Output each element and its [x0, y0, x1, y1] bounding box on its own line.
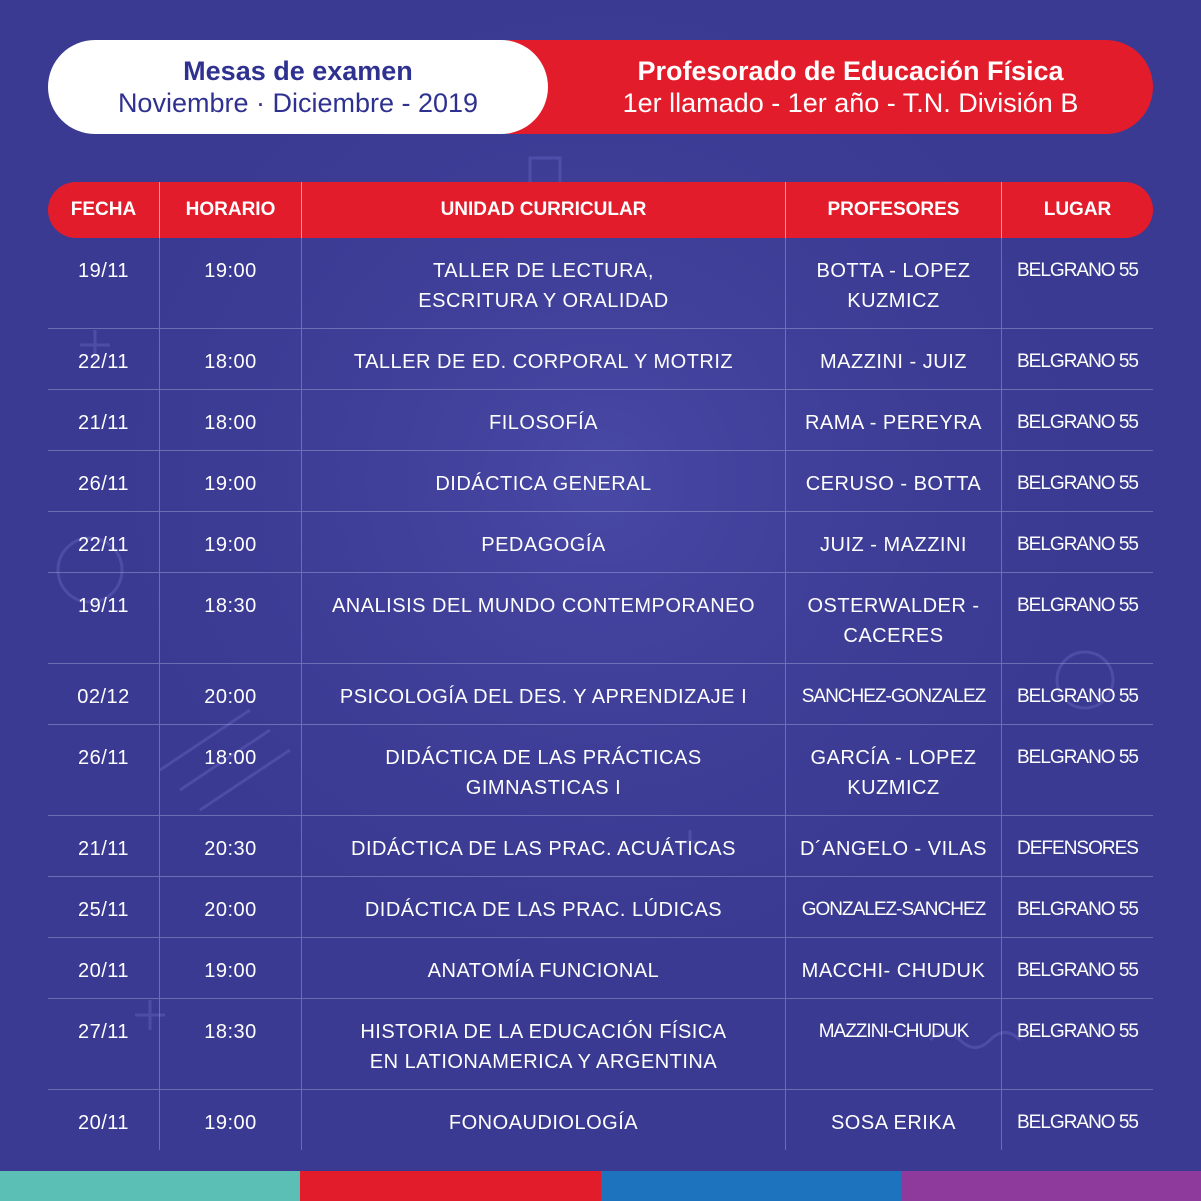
- cell-profesores-line: MAZZINI - JUIZ: [820, 351, 967, 373]
- cell-horario: 19:00: [160, 238, 302, 328]
- cell-unidad-curricular: [302, 999, 786, 1089]
- cell-unidad-curricular-line: TALLER DE ED. CORPORAL Y MOTRIZ: [353, 351, 734, 373]
- cell-fecha: 02/12: [48, 664, 160, 724]
- cell-profesores-line: JUIZ - MAZZINI: [820, 534, 967, 556]
- cell-horario: 19:00: [160, 512, 302, 572]
- cell-lugar: BELGRANO 55: [1017, 899, 1138, 920]
- cell-horario: 19:00: [160, 1090, 302, 1150]
- table-row: [48, 390, 1153, 451]
- cell-unidad-curricular: [302, 1090, 786, 1150]
- header-right-subtitle: 1er llamado - 1er año - T.N. División B: [622, 88, 1079, 118]
- table-row: [48, 451, 1153, 512]
- cell-fecha: 19/11: [48, 573, 160, 663]
- strip-red: [300, 1171, 600, 1201]
- header-fecha: FECHA: [48, 182, 160, 238]
- cell-fecha: 26/11: [48, 725, 160, 815]
- header-unidad-curricular: UNIDAD CURRICULAR: [302, 182, 786, 238]
- cell-lugar: BELGRANO 55: [1017, 473, 1138, 494]
- cell-unidad-curricular: [302, 816, 786, 876]
- cell-unidad-curricular: [302, 512, 786, 572]
- table-row: [48, 329, 1153, 390]
- cell-fecha: 22/11: [48, 512, 160, 572]
- cell-unidad-curricular-line: FONOAUDIOLOGÍA: [448, 1112, 639, 1134]
- cell-unidad-curricular: [302, 664, 786, 724]
- cell-unidad-curricular-line: HISTORIA DE LA EDUCACIÓN FÍSICA: [360, 1021, 727, 1043]
- cell-horario: 18:30: [160, 573, 302, 663]
- cell-unidad-curricular-line: DIDÁCTICA DE LAS PRAC. ACUÁTICAS: [351, 838, 736, 860]
- cell-horario: 20:00: [160, 664, 302, 724]
- cell-lugar: BELGRANO 55: [1017, 1112, 1138, 1133]
- cell-lugar: BELGRANO 55: [1017, 1021, 1138, 1042]
- table-row: [48, 1090, 1153, 1150]
- cell-horario: 18:30: [160, 999, 302, 1089]
- cell-horario: 18:00: [160, 725, 302, 815]
- cell-profesores-line: MACCHI- CHUDUK: [801, 960, 986, 982]
- cell-lugar: BELGRANO 55: [1017, 534, 1138, 555]
- header-profesores: PROFESORES: [786, 182, 1002, 238]
- cell-profesores: [786, 1090, 1002, 1150]
- strip-teal: [0, 1171, 300, 1201]
- cell-horario: 19:00: [160, 451, 302, 511]
- cell-profesores: [786, 238, 1002, 328]
- cell-unidad-curricular: [302, 329, 786, 389]
- cell-profesores-line: GARCÍA - LOPEZ: [810, 747, 977, 769]
- cell-lugar: BELGRANO 55: [1017, 747, 1138, 768]
- cell-profesores: [786, 329, 1002, 389]
- cell-unidad-curricular-line: PEDAGOGÍA: [481, 534, 606, 556]
- header-banner: [48, 40, 1153, 134]
- cell-unidad-curricular-line: DIDÁCTICA DE LAS PRÁCTICAS: [385, 747, 702, 769]
- cell-profesores-line: MAZZINI-CHUDUK: [818, 1021, 969, 1042]
- cell-unidad-curricular-line: DIDÁCTICA DE LAS PRAC. LÚDICAS: [364, 899, 723, 921]
- table-row: [48, 664, 1153, 725]
- cell-lugar: DEFENSORES: [1017, 838, 1138, 859]
- cell-lugar: BELGRANO 55: [1017, 595, 1138, 616]
- strip-blue: [601, 1171, 901, 1201]
- cell-lugar: BELGRANO 55: [1017, 260, 1138, 281]
- cell-unidad-curricular-line: EN LATIONAMERICA Y ARGENTINA: [369, 1051, 718, 1073]
- cell-profesores: [786, 664, 1002, 724]
- header-left-panel: [48, 40, 548, 134]
- cell-unidad-curricular-line: DIDÁCTICA GENERAL: [435, 473, 652, 495]
- cell-profesores: [786, 877, 1002, 937]
- cell-fecha: 27/11: [48, 999, 160, 1089]
- cell-unidad-curricular-line: ANATOMÍA FUNCIONAL: [427, 960, 660, 982]
- header-left-title: Mesas de examen: [183, 56, 413, 86]
- table-body: [48, 238, 1153, 1150]
- table-header: [48, 182, 1153, 238]
- cell-profesores: [786, 512, 1002, 572]
- cell-profesores-line: CERUSO - BOTTA: [805, 473, 982, 495]
- cell-horario: 20:30: [160, 816, 302, 876]
- cell-profesores-line: SOSA ERIKA: [830, 1112, 957, 1134]
- cell-profesores: [786, 573, 1002, 663]
- cell-unidad-curricular-line: ESCRITURA Y ORALIDAD: [418, 290, 669, 312]
- cell-unidad-curricular-line: GIMNASTICAS I: [465, 777, 622, 799]
- table-row: [48, 725, 1153, 816]
- cell-horario: 20:00: [160, 877, 302, 937]
- header-lugar: LUGAR: [1043, 199, 1112, 220]
- cell-profesores-line: SANCHEZ-GONZALEZ: [801, 686, 986, 707]
- table-row: [48, 999, 1153, 1090]
- cell-unidad-curricular-line: TALLER DE LECTURA,: [433, 260, 654, 282]
- cell-fecha: 26/11: [48, 451, 160, 511]
- cell-unidad-curricular: [302, 451, 786, 511]
- cell-profesores-line: RAMA - PEREYRA: [804, 412, 983, 434]
- table-row: [48, 238, 1153, 329]
- table-row: [48, 877, 1153, 938]
- cell-unidad-curricular-line: PSICOLOGÍA DEL DES. Y APRENDIZAJE I: [339, 686, 748, 708]
- table-row: [48, 938, 1153, 999]
- table-row: [48, 816, 1153, 877]
- cell-lugar: BELGRANO 55: [1017, 686, 1138, 707]
- cell-profesores-line: BOTTA - LOPEZ: [816, 260, 971, 282]
- cell-unidad-curricular: [302, 573, 786, 663]
- cell-fecha: 19/11: [48, 238, 160, 328]
- cell-profesores: [786, 390, 1002, 450]
- cell-unidad-curricular: [302, 390, 786, 450]
- cell-profesores-line: D´ANGELO - VILAS: [800, 838, 987, 860]
- cell-profesores: [786, 999, 1002, 1089]
- cell-fecha: 21/11: [48, 390, 160, 450]
- cell-profesores-line: OSTERWALDER -: [807, 595, 980, 617]
- cell-profesores-line: KUZMICZ: [847, 290, 940, 312]
- cell-profesores: [786, 938, 1002, 998]
- header-right-title: Profesorado de Educación Física: [637, 56, 1064, 86]
- cell-horario: 18:00: [160, 329, 302, 389]
- cell-profesores: [786, 451, 1002, 511]
- cell-profesores-line: CACERES: [843, 625, 944, 647]
- cell-lugar: BELGRANO 55: [1017, 412, 1138, 433]
- cell-lugar: BELGRANO 55: [1017, 351, 1138, 372]
- cell-unidad-curricular: [302, 877, 786, 937]
- cell-unidad-curricular: [302, 938, 786, 998]
- cell-lugar: BELGRANO 55: [1017, 960, 1138, 981]
- cell-fecha: 20/11: [48, 1090, 160, 1150]
- cell-unidad-curricular: [302, 725, 786, 815]
- cell-profesores-line: GONZALEZ-SANCHEZ: [801, 899, 986, 920]
- cell-fecha: 25/11: [48, 877, 160, 937]
- cell-unidad-curricular-line: FILOSOFÍA: [489, 412, 598, 434]
- header-horario: HORARIO: [160, 182, 302, 238]
- cell-profesores: [786, 816, 1002, 876]
- cell-fecha: 21/11: [48, 816, 160, 876]
- table-row: [48, 512, 1153, 573]
- cell-unidad-curricular-line: ANALISIS DEL MUNDO CONTEMPORANEO: [331, 595, 756, 617]
- header-left-subtitle: Noviembre · Diciembre - 2019: [117, 88, 479, 118]
- cell-unidad-curricular: [302, 238, 786, 328]
- cell-horario: 18:00: [160, 390, 302, 450]
- cell-fecha: 22/11: [48, 329, 160, 389]
- cell-profesores: [786, 725, 1002, 815]
- cell-profesores-line: KUZMICZ: [847, 777, 940, 799]
- table-row: [48, 573, 1153, 664]
- cell-fecha: 20/11: [48, 938, 160, 998]
- cell-horario: 19:00: [160, 938, 302, 998]
- exam-table: [48, 182, 1153, 1150]
- header-right-panel: [508, 40, 1153, 134]
- bottom-color-strip: [0, 1171, 1201, 1201]
- strip-purple: [901, 1171, 1201, 1201]
